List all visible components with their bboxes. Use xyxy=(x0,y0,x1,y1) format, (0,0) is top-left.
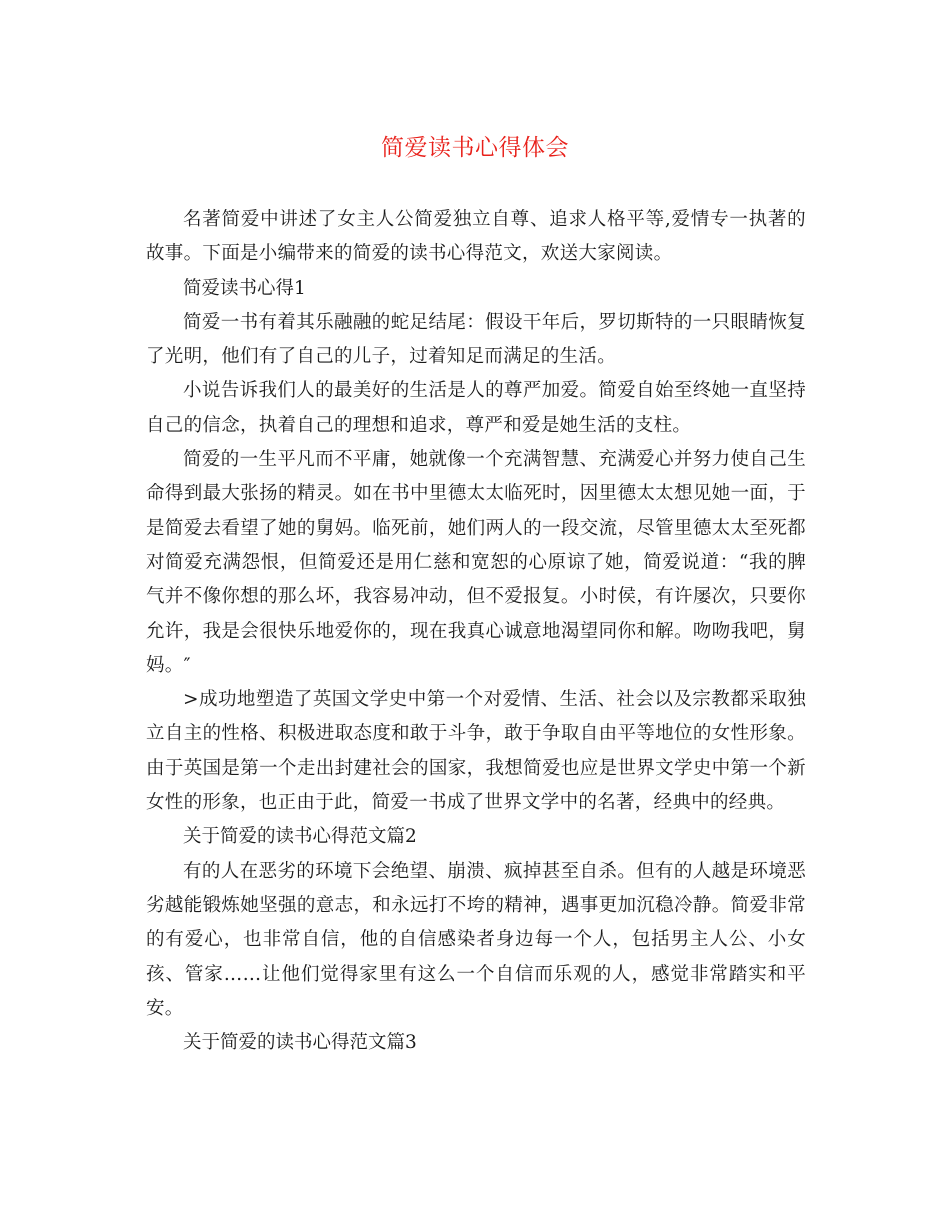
section-heading-3: 关于简爱的读书心得范文篇3 xyxy=(183,1032,417,1054)
document-title: 简爱读书心得体会 xyxy=(381,135,569,161)
paragraph: 小说告诉我们人的最美好的生活是人的尊严加爱。简爱自始至终她一直坚持自己的信念，执着自己的理想和追求，尊严和爱是她生活的支柱。 xyxy=(146,380,806,436)
paragraph: >成功地塑造了英国文学史中第一个对爱情、生活、社会以及宗教都采取独立自主的性格、积极进取态度和敢于斗争，敢于争取自由平等地位的女性形象。由于英国是第一个走出封建社会的国家，我想简爱也应是世界文学史中第一个新女性的形象，也正由于此，简爱一书成了世界文学中的名著，经典中的经典。 xyxy=(146,689,806,814)
section-heading-2: 关于简爱的读书心得范文篇2 xyxy=(183,826,417,848)
section-heading-1: 简爱读书心得1 xyxy=(183,277,306,299)
document-body xyxy=(146,203,806,1060)
intro-paragraph: 名著简爱中讲述了女主人公简爱独立自尊、追求人格平等,爱情专一执著的故事。下面是小编带来的简爱的读书心得范文，欢送大家阅读。 xyxy=(146,209,806,265)
paragraph: 简爱一书有着其乐融融的蛇足结尾：假设干年后，罗切斯特的一只眼睛恢复了光明，他们有了自己的儿子，过着知足而满足的生活。 xyxy=(146,311,806,368)
paragraph: 有的人在恶劣的环境下会绝望、崩溃、疯掉甚至自杀。但有的人越是环境恶劣越能锻炼她坚强的意志，和永远打不垮的精神，遇事更加沉稳冷静。简爱非常的有爱心，也非常自信，他的自信感染者身边每一个人，包括男主人公、小女孩、管家……让他们觉得家里有这么一个自信而乐观的人，感觉非常踏实和平安。 xyxy=(146,860,806,1019)
paragraph: 简爱的一生平凡而不平庸，她就像一个充满智慧、充满爱心并努力使自己生命得到最大张扬的精灵。如在书中里德太太临死时，因里德太太想见她一面，于是简爱去看望了她的舅妈。临死前，她们两人的一段交流，尽管里德太太至死都对简爱充满怨恨，但简爱还是用仁慈和宽恕的心原谅了她，简爱说道：“我的脾气并不像你想的那么坏，我容易冲动，但不爱报复。小时侯，有许屡次，只要你允许，我是会很快乐地爱你的，现在我真心诚意地渴望同你和解。吻吻我吧，舅妈。″ xyxy=(146,449,806,676)
